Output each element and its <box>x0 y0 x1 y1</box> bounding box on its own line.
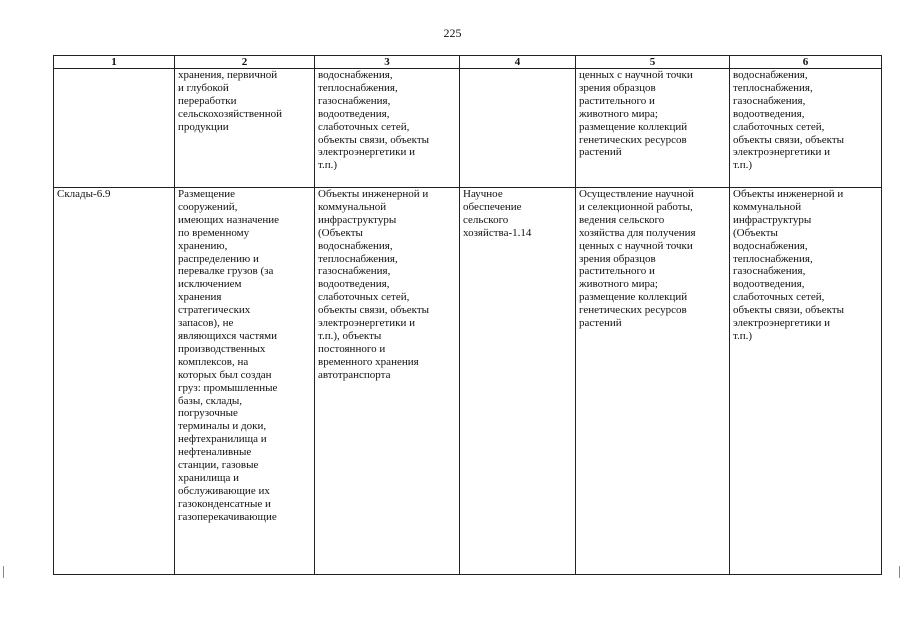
page-number: 225 <box>443 26 462 40</box>
table-row <box>54 188 882 575</box>
scan-edge-mark-left <box>3 566 4 578</box>
table-cell: Научное обеспечение сельского хозяйства-1.14 <box>460 188 576 575</box>
column-header-1: 1 <box>54 56 175 69</box>
column-header-4: 4 <box>460 56 576 69</box>
table-cell: Склады-6.9 <box>54 188 175 575</box>
table-row <box>54 69 882 188</box>
table-cell: водоснабжения, теплоснабжения, газоснабжения, водоотведения, слаботочных сетей, объекты связи, объекты электроэнергетики и т.п.) <box>730 69 882 188</box>
table-cell: Объекты инженерной и коммунальной инфраструктуры (Объекты водоснабжения, теплоснабжения, газоснабжения, водоотведения, слаботочных сетей, объекты связи, объекты электроэнергетики и т.п.) <box>730 188 882 575</box>
column-header-6: 6 <box>730 56 882 69</box>
column-header-5: 5 <box>576 56 730 69</box>
table-cell: водоснабжения, теплоснабжения, газоснабжения, водоотведения, слаботочных сетей, объекты связи, объекты электроэнергетики и т.п.) <box>315 69 460 188</box>
table-cell <box>54 69 175 188</box>
table-header-row <box>54 56 882 69</box>
column-header-3: 3 <box>315 56 460 69</box>
table-cell: ценных с научной точки зрения образцов растительного и животного мира; размещение коллекций генетических ресурсов растений <box>576 69 730 188</box>
land-use-table <box>53 55 882 575</box>
table-cell: Объекты инженерной и коммунальной инфраструктуры (Объекты водоснабжения, теплоснабжения, газоснабжения, водоотведения, слаботочных сетей, объекты связи, объекты электроэнергетики и т.п.), объекты постоянного и временного хранения автотранспорта <box>315 188 460 575</box>
table-cell: хранения, первичной и глубокой переработки сельскохозяйственной продукции <box>175 69 315 188</box>
table-cell: Осуществление научной и селекционной работы, ведения сельского хозяйства для получения ценных с научной точки зрения образцов растительного и животного мира; размещение коллекций генетических ресурсов растений <box>576 188 730 575</box>
scan-edge-mark-right <box>899 566 900 578</box>
column-header-2: 2 <box>175 56 315 69</box>
table-cell <box>460 69 576 188</box>
table-cell: Размещение сооружений, имеющих назначение по временному хранению, распределению и перевалке грузов (за исключением хранения стратегических запасов), не являющихся частями производственных комплексов, на которых был создан груз: промышленные базы, склады, погрузочные терминалы и доки, нефтехранилища и нефтеналивные станции, газовые хранилища и обслуживающие их газоконденсатные и газоперекачивающие <box>175 188 315 575</box>
